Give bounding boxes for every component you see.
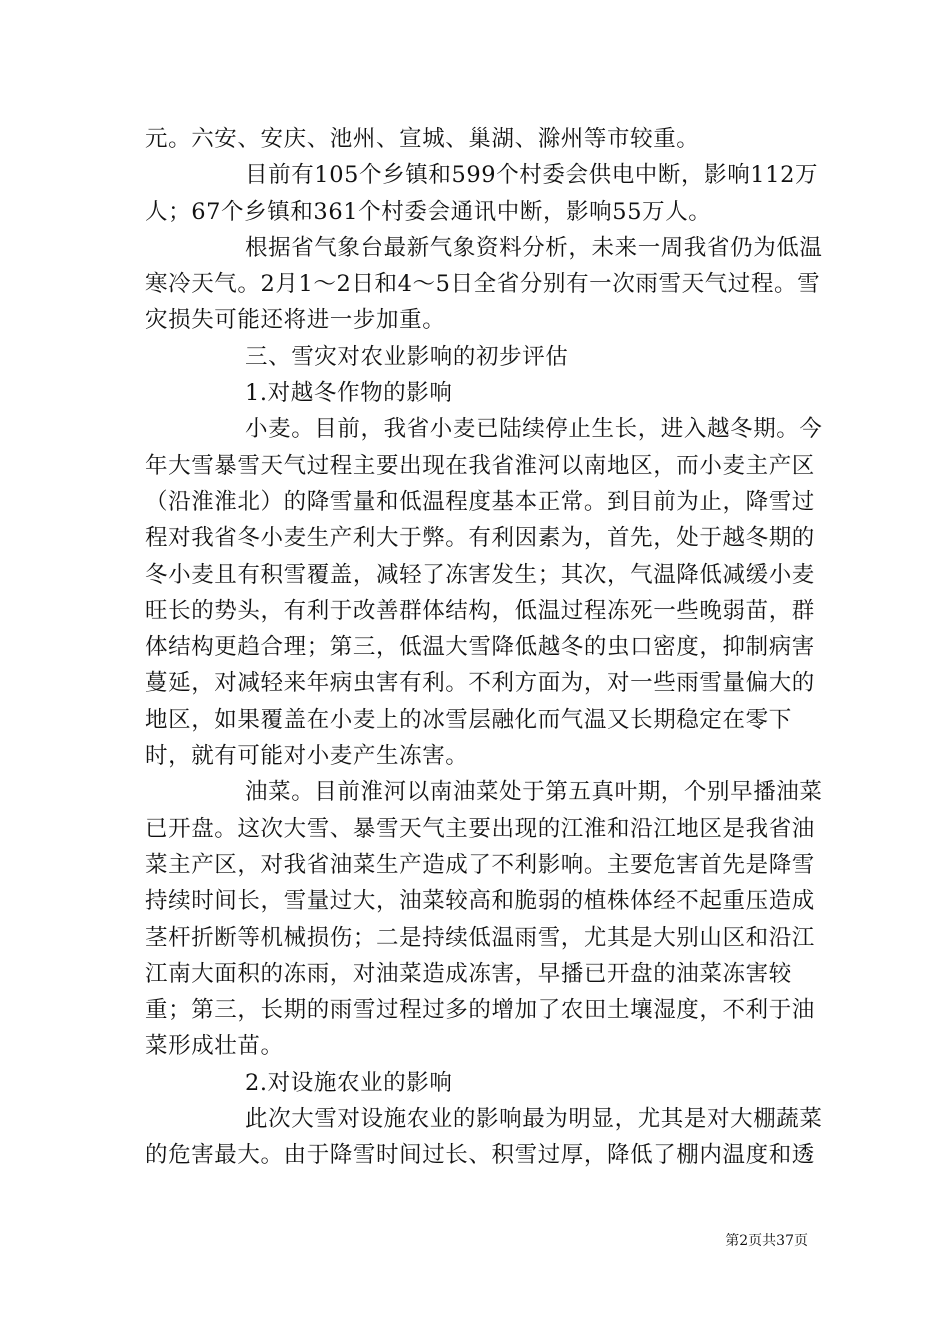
- section-heading-3: 三、雪灾对农业影响的初步评估: [245, 343, 569, 370]
- document-body: [145, 121, 825, 1174]
- paragraph-continuation: 元。六安、安庆、池州、宣城、巢湖、滁州等市较重。: [145, 126, 700, 152]
- paragraph-rapeseed: 油菜。目前淮河以南油菜处于第五真叶期，个别早播油菜已开盘。这次大雪、暴雪天气主要出现的江淮和沿江地区是我省油菜主产区，对我省油菜生产造成了不利影响。主要危害首先是降雪持续时间长，雪量过大，油菜较高和脆弱的植株体经不起重压造成茎杆折断等机械损伤；二是持续低温雨雪，尤其是大别山区和沿江江南大面积的冻雨，对油菜造成冻害，早播已开盘的油菜冻害较重；第三，长期的雨雪过程过多的增加了农田土壤湿度，不利于油菜形成壮苗。: [145, 779, 823, 1060]
- subheading-winter-crops: 1.对越冬作物的影响: [245, 380, 453, 407]
- paragraph-wheat: 小麦。目前，我省小麦已陆续停止生长，进入越冬期。今年大雪暴雪天气过程主要出现在我省淮河以南地区，而小麦主产区（沿淮淮北）的降雪量和低温程度基本正常。到目前为止，降雪过程对我省冬小麦生产利大于弊。有利因素为，首先，处于越冬期的冬小麦且有积雪覆盖，减轻了冻害发生；其次，气温降低减缓小麦旺长的势头，有利于改善群体结构，低温过程冻死一些晚弱苗，群体结构更趋合理；第三，低温大雪降低越冬的虫口密度，抑制病害蔓延，对减轻来年病虫害有利。不利方面为，对一些雨雪量偏大的地区，如果覆盖在小麦上的冰雪层融化而气温又长期稳定在零下时，就有可能对小麦产生冻害。: [145, 416, 823, 770]
- page-number-footer: 第2页共37页: [725, 1233, 808, 1249]
- subheading-facility-agriculture: 2.对设施农业的影响: [245, 1069, 453, 1096]
- paragraph-greenhouse: 此次大雪对设施农业的影响最为明显，尤其是对大棚蔬菜的危害最大。由于降雪时间过长、积雪过厚，降低了棚内温度和透: [145, 1106, 823, 1169]
- paragraph-power-outage: 目前有105个乡镇和599个村委会供电中断，影响112万人；67个乡镇和361个村委会通讯中断，影响55万人。: [145, 162, 819, 225]
- paragraph-weather-forecast: 根据省气象台最新气象资料分析，未来一周我省仍为低温寒冷天气。2月1～2日和4～5日全省分别有一次雨雪天气过程。雪灾损失可能还将进一步加重。: [145, 234, 823, 334]
